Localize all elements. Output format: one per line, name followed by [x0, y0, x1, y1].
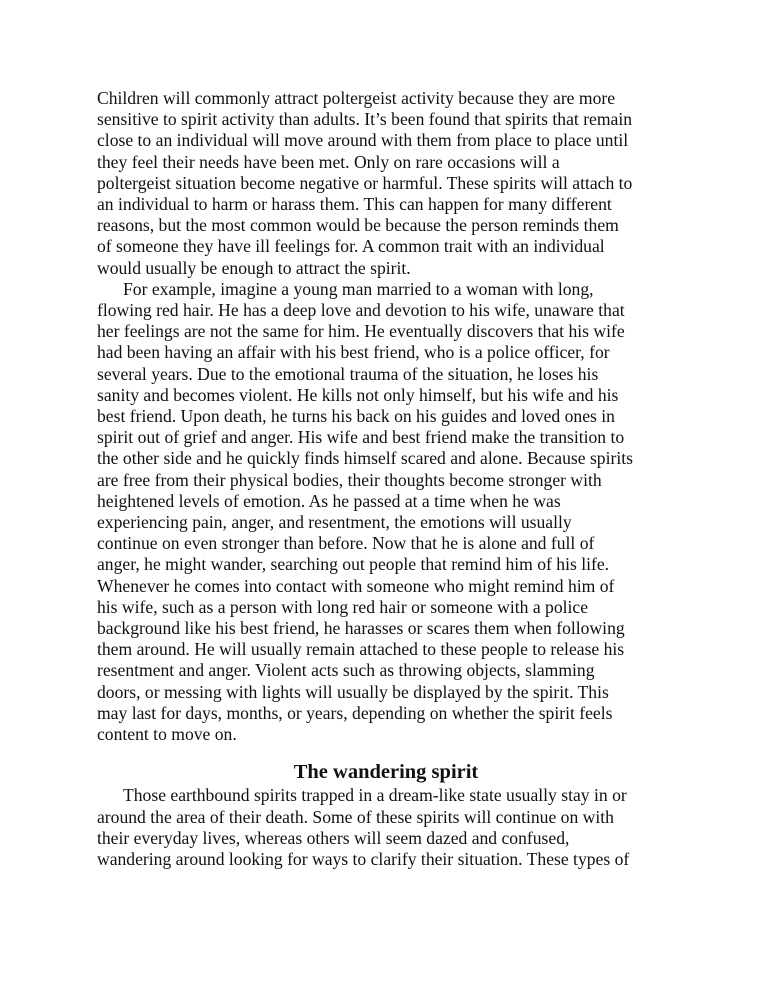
section-heading: The wandering spirit [293, 761, 479, 784]
text-line: resentment and anger. Violent acts such as throwing objects, slamming [97, 660, 595, 681]
text-line: doors, or messing with lights will usually be displayed by the spirit. This [97, 681, 609, 702]
text-line: experiencing pain, anger, and resentment, the emotions will usually [97, 512, 572, 533]
text-line: heightened levels of emotion. As he passed at a time when he was [97, 490, 561, 511]
text-line: of someone they have ill feelings for. A common trait with an individual [97, 236, 605, 257]
text-line: are free from their physical bodies, their thoughts become stronger with [97, 469, 602, 490]
text-line: content to move on. [97, 724, 237, 745]
text-line: poltergeist situation become negative or harmful. These spirits will attach to [97, 172, 633, 193]
text-line: his wife, such as a person with long red hair or someone with a police [97, 596, 589, 617]
text-line: around the area of their death. Some of these spirits will continue on with [97, 806, 614, 827]
text-line: sensitive to spirit activity than adults. It’s been found that spirits that remain [97, 109, 633, 130]
text-line: the other side and he quickly finds himself scared and alone. Because spirits [97, 448, 633, 469]
text-line: Children will commonly attract poltergeist activity because they are more [97, 88, 616, 108]
page-body [97, 88, 675, 870]
text-line: had been having an affair with his best friend, who is a police officer, for [97, 342, 610, 363]
text-line: their everyday lives, whereas others will seem dazed and confused, [97, 827, 570, 848]
text-line: would usually be enough to attract the spirit. [97, 257, 411, 278]
text-line: an individual to harm or harass them. This can happen for many different [97, 194, 612, 215]
text-line: reasons, but the most common would be because the person reminds them [97, 215, 619, 236]
text-line: Those earthbound spirits trapped in a dream-like state usually stay in or [123, 785, 627, 806]
paragraph-1 [97, 88, 675, 279]
text-line: background like his best friend, he harasses or scares them when following [97, 618, 625, 639]
text-line: continue on even stronger than before. Now that he is alone and full of [97, 533, 595, 554]
text-line: Whenever he comes into contact with someone who might remind him of [97, 575, 615, 596]
text-line: close to an individual will move around with them from place to place until [97, 130, 629, 151]
text-line: sanity and becomes violent. He kills not only himself, but his wife and his [97, 384, 619, 405]
text-line: flowing red hair. He has a deep love and devotion to his wife, unaware that [97, 300, 625, 321]
text-line: For example, imagine a young man married to a woman with long, [123, 278, 594, 299]
text-line: may last for days, months, or years, depending on whether the spirit feels [97, 702, 613, 723]
text-line: anger, he might wander, searching out people that remind him of his life. [97, 554, 610, 575]
text-line: they feel their needs have been met. Only on rare occasions will a [97, 151, 560, 172]
text-line: spirit out of grief and anger. His wife and best friend make the transition to [97, 427, 625, 448]
text-line: them around. He will usually remain attached to these people to release his [97, 639, 625, 660]
text-line: best friend. Upon death, he turns his back on his guides and loved ones in [97, 406, 615, 427]
paragraph-3 [97, 785, 675, 870]
paragraph-2 [97, 279, 675, 745]
text-line: her feelings are not the same for him. He eventually discovers that his wife [97, 321, 625, 342]
text-line: several years. Due to the emotional trauma of the situation, he loses his [97, 363, 599, 384]
text-line: wandering around looking for ways to clarify their situation. These types of [97, 848, 630, 869]
